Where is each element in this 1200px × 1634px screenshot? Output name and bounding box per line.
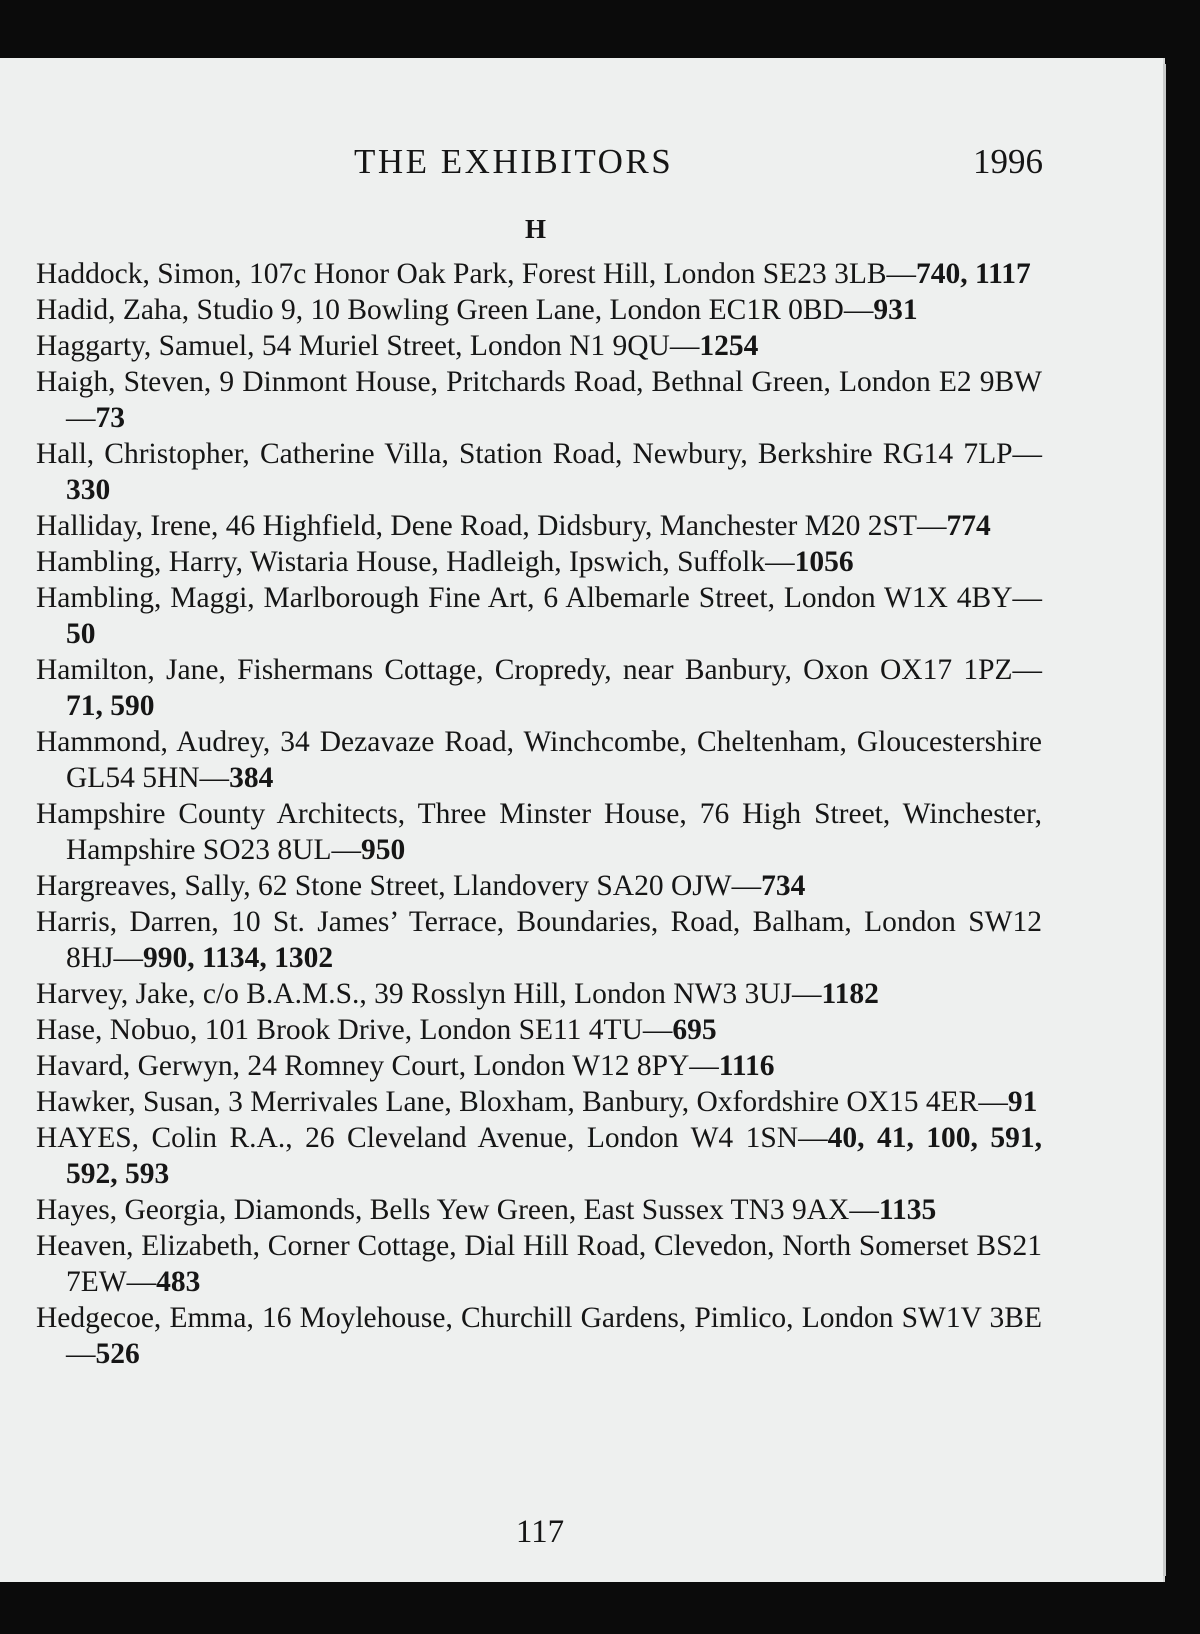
exhibitor-entry	[36, 580, 1042, 652]
catalogue-numbers: 990, 1134, 1302	[143, 942, 334, 974]
entry-address: Hampshire County Architects, Three Minster House, 76 High Street, Winchester, Hampshire SO23 8UL—	[36, 798, 1042, 866]
catalogue-numbers: 695	[672, 1014, 717, 1046]
entry-address: Hayes, Georgia, Diamonds, Bells Yew Green, East Sussex TN3 9AX—	[36, 1194, 879, 1226]
catalogue-numbers: 1182	[821, 978, 879, 1010]
entry-address: Hall, Christopher, Catherine Villa, Station Road, Newbury, Berkshire RG14 7LP—	[36, 438, 1042, 470]
entry-address: Haggarty, Samuel, 54 Muriel Street, London N1 9QU—	[36, 330, 700, 362]
entry-address: HAYES, Colin R.A., 26 Cleveland Avenue, London W4 1SN—	[36, 1122, 828, 1154]
exhibitor-entry	[36, 1192, 1042, 1228]
page-edge	[1163, 64, 1166, 1576]
catalogue-numbers: 1056	[794, 546, 854, 578]
running-head	[0, 126, 1163, 186]
entry-address: Hamilton, Jane, Fishermans Cottage, Cropredy, near Banbury, Oxon OX17 1PZ—	[36, 654, 1042, 686]
entry-address: Havard, Gerwyn, 24 Romney Court, London W12 8PY—	[36, 1050, 719, 1082]
entry-address: Hambling, Maggi, Marlborough Fine Art, 6 Albemarle Street, London W1X 4BY—	[36, 582, 1042, 614]
exhibitor-entry	[36, 976, 1042, 1012]
exhibitor-entry	[36, 256, 1042, 292]
entry-address: Harris, Darren, 10 St. James’ Terrace, Boundaries, Road, Balham, London SW12 8HJ—	[36, 906, 1042, 974]
entry-address: Haigh, Steven, 9 Dinmont House, Pritchards Road, Bethnal Green, London E2 9BW—	[36, 366, 1042, 434]
catalogue-numbers: 384	[229, 762, 274, 794]
entry-address: Hase, Nobuo, 101 Brook Drive, London SE11 4TU—	[36, 1014, 673, 1046]
running-year: 1996	[973, 142, 1043, 181]
entry-address: Hambling, Harry, Wistaria House, Hadleigh, Ipswich, Suffolk—	[36, 546, 795, 578]
entry-address: Hammond, Audrey, 34 Dezavaze Road, Winchcombe, Cheltenham, Gloucestershire GL54 5HN—	[36, 726, 1042, 794]
exhibitor-entry	[36, 292, 1042, 328]
catalogue-numbers: 40, 41, 100, 591, 592, 593	[66, 1122, 1043, 1190]
exhibitor-entry	[36, 1048, 1042, 1084]
catalogue-numbers: 483	[156, 1266, 201, 1298]
exhibitor-entry	[36, 1228, 1042, 1300]
exhibitor-entry	[36, 508, 1042, 544]
entry-address: Haddock, Simon, 107c Honor Oak Park, Forest Hill, London SE23 3LB—	[36, 258, 917, 290]
catalogue-numbers: 740, 1117	[916, 258, 1031, 290]
catalogue-numbers: 774	[946, 510, 991, 542]
exhibitor-entry	[36, 328, 1042, 364]
exhibitor-entry	[36, 1012, 1042, 1048]
entry-address: Halliday, Irene, 46 Highfield, Dene Road, Didsbury, Manchester M20 2ST—	[36, 510, 947, 542]
entry-address: Hawker, Susan, 3 Merrivales Lane, Bloxham, Banbury, Oxfordshire OX15 4ER—	[36, 1086, 1008, 1118]
exhibitor-entry	[36, 724, 1042, 796]
catalogue-numbers: 73	[95, 402, 125, 434]
exhibitor-entry	[36, 1300, 1042, 1372]
exhibitor-entry	[36, 904, 1042, 976]
catalogue-numbers: 931	[873, 294, 918, 326]
book-page	[0, 58, 1165, 1582]
catalogue-numbers: 50	[66, 618, 96, 650]
catalogue-numbers: 91	[1007, 1086, 1038, 1118]
exhibitor-entry	[36, 796, 1042, 868]
exhibitor-entry	[36, 652, 1042, 724]
catalogue-numbers: 734	[761, 870, 806, 902]
entry-address: Hedgecoe, Emma, 16 Moylehouse, Churchill Gardens, Pimlico, London SW1V 3BE—	[36, 1302, 1042, 1370]
entry-address: Hargreaves, Sally, 62 Stone Street, Llandovery SA20 OJW—	[36, 870, 762, 902]
exhibitor-entry	[36, 1084, 1042, 1120]
entry-address: Heaven, Elizabeth, Corner Cottage, Dial Hill Road, Clevedon, North Somerset BS21 7EW—	[36, 1230, 1042, 1298]
exhibitor-entry	[36, 436, 1042, 508]
exhibitor-entry	[36, 544, 1042, 580]
catalogue-numbers: 1135	[878, 1194, 937, 1226]
catalogue-numbers: 330	[66, 474, 111, 506]
exhibitor-entry	[36, 364, 1042, 436]
entry-address: Harvey, Jake, c/o B.A.M.S., 39 Rosslyn Hill, London NW3 3UJ—	[36, 978, 822, 1010]
exhibitor-entry	[36, 868, 1042, 904]
catalogue-numbers: 950	[360, 834, 406, 866]
entry-address: Hadid, Zaha, Studio 9, 10 Bowling Green Lane, London EC1R 0BD—	[36, 294, 874, 326]
section-letter: H	[525, 214, 547, 244]
exhibitor-list	[36, 256, 1042, 1372]
catalogue-numbers: 1116	[718, 1050, 775, 1082]
exhibitor-entry	[36, 1120, 1042, 1192]
running-title: THE EXHIBITORS	[354, 142, 674, 181]
catalogue-numbers: 526	[95, 1338, 140, 1370]
catalogue-numbers: 71, 590	[66, 690, 155, 722]
page-number: 117	[515, 1514, 565, 1550]
catalogue-numbers: 1254	[699, 330, 759, 362]
